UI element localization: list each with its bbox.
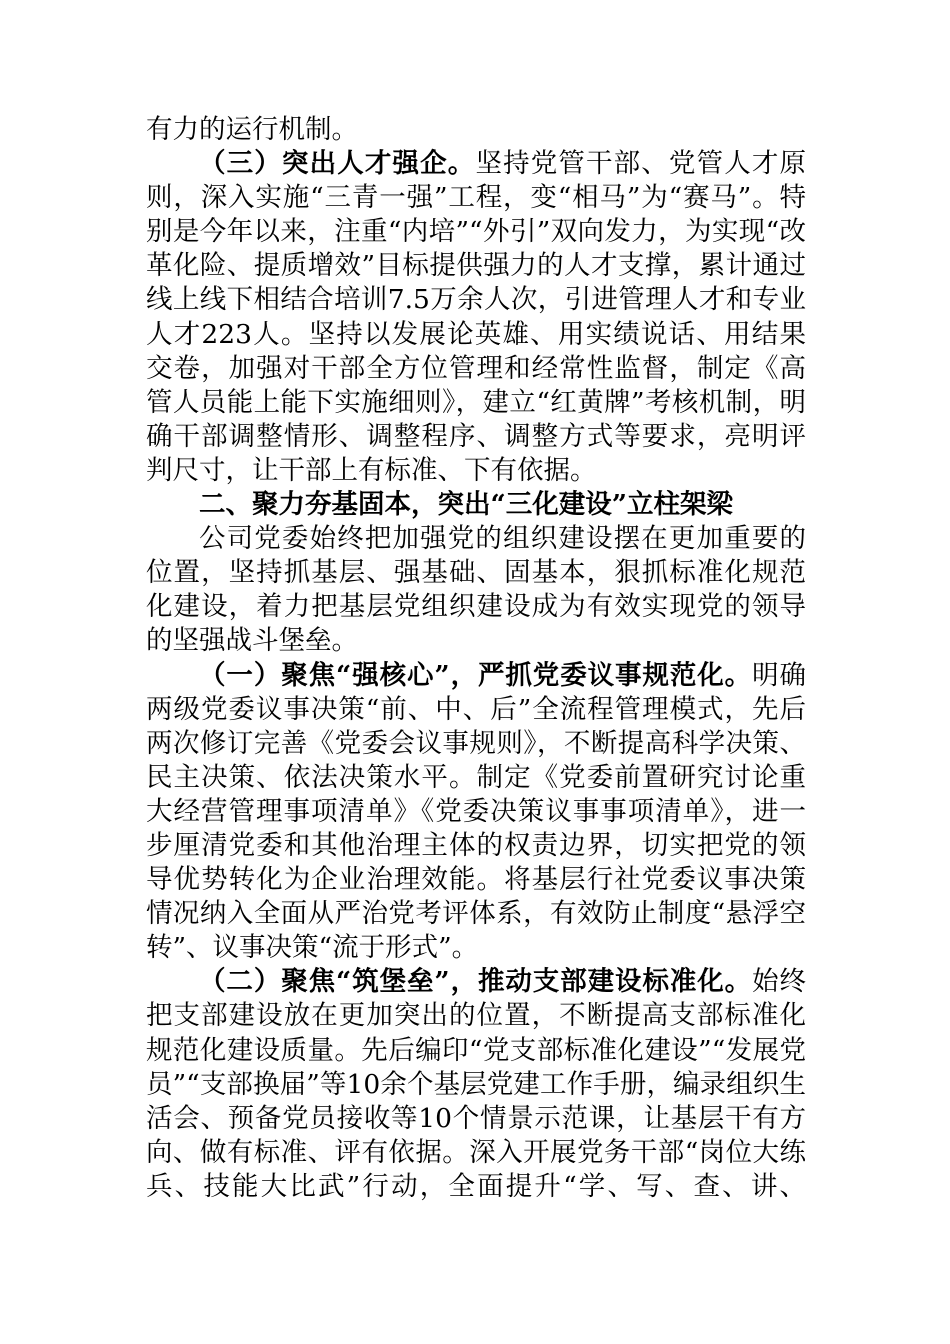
paragraph-talent (146, 147, 806, 488)
paragraph-core (146, 659, 806, 966)
paragraph-lead-core: （一）聚焦“强核心”，严抓党委议事规范化。 (199, 659, 753, 691)
document-page (146, 113, 806, 1204)
paragraph-body-talent: 坚持党管干部、党管人才原则，深入实施“三青一强”工程，变“相马”为“赛马”。特别是今年以来，注重“内培”“外引”双向发力，为实现“改革化险、提质增效”目标提供强力的人才支撑，累计通过线上线下相结合培训7.5万余人次，引进管理人才和专业人才223人。坚持以发展论英雄、用实绩说话、用结果交卷，加强对干部全方位管理和经常性监督，制定《高管人员能上能下实施细则》，建立“红黄牌”考核机制，明确干部调整情形、调整程序、调整方式等要求，亮明评判尺寸，让干部上有标准、下有依据。 (146, 148, 807, 486)
paragraph-body-core: 明确两级党委议事决策“前、中、后”全流程管理模式，先后两次修订完善《党委会议事规则》，不断提高科学决策、民主决策、依法决策水平。制定《党委前置研究讨论重大经营管理事项清单》《党委决策议事事项清单》，进一步厘清党委和其他治理主体的权责边界，切实把党的领导优势转化为企业治理效能。将基层行社党委议事决策情况纳入全面从严治党考评体系，有效防止制度“悬浮空转”、议事决策“流于形式”。 (146, 659, 806, 964)
paragraph-continuation: 有力的运行机制。 (146, 114, 358, 145)
paragraph-lead-fortress: （二）聚焦“筑堡垒”，推动支部建设标准化。 (199, 966, 753, 998)
section-heading-2: 二、聚力夯基固本，突出“三化建设”立柱架梁 (199, 489, 733, 521)
paragraph-body-fortress: 始终把支部建设放在更加突出的位置，不断提高支部标准化规范化建设质量。先后编印“党支部标准化建设”“发展党员”“支部换届”等10余个基层党建工作手册，编录组织生活会、预备党员接收等10个情景示范课，让基层干有方向、做有标准、评有依据。深入开展党务干部“岗位大练兵、技能大比武”行动，全面提升“学、写、查、讲、 (146, 966, 806, 1202)
paragraph-section-intro: 公司党委始终把加强党的组织建设摆在更加重要的位置，坚持抓基层、强基础、固基本，狠抓标准化规范化建设，着力把基层党组织建设成为有效实现党的领导的坚强战斗堡垒。 (146, 523, 806, 657)
paragraph-fortress (146, 965, 806, 1204)
paragraph-lead-talent: （三）突出人才强企。 (199, 148, 476, 180)
